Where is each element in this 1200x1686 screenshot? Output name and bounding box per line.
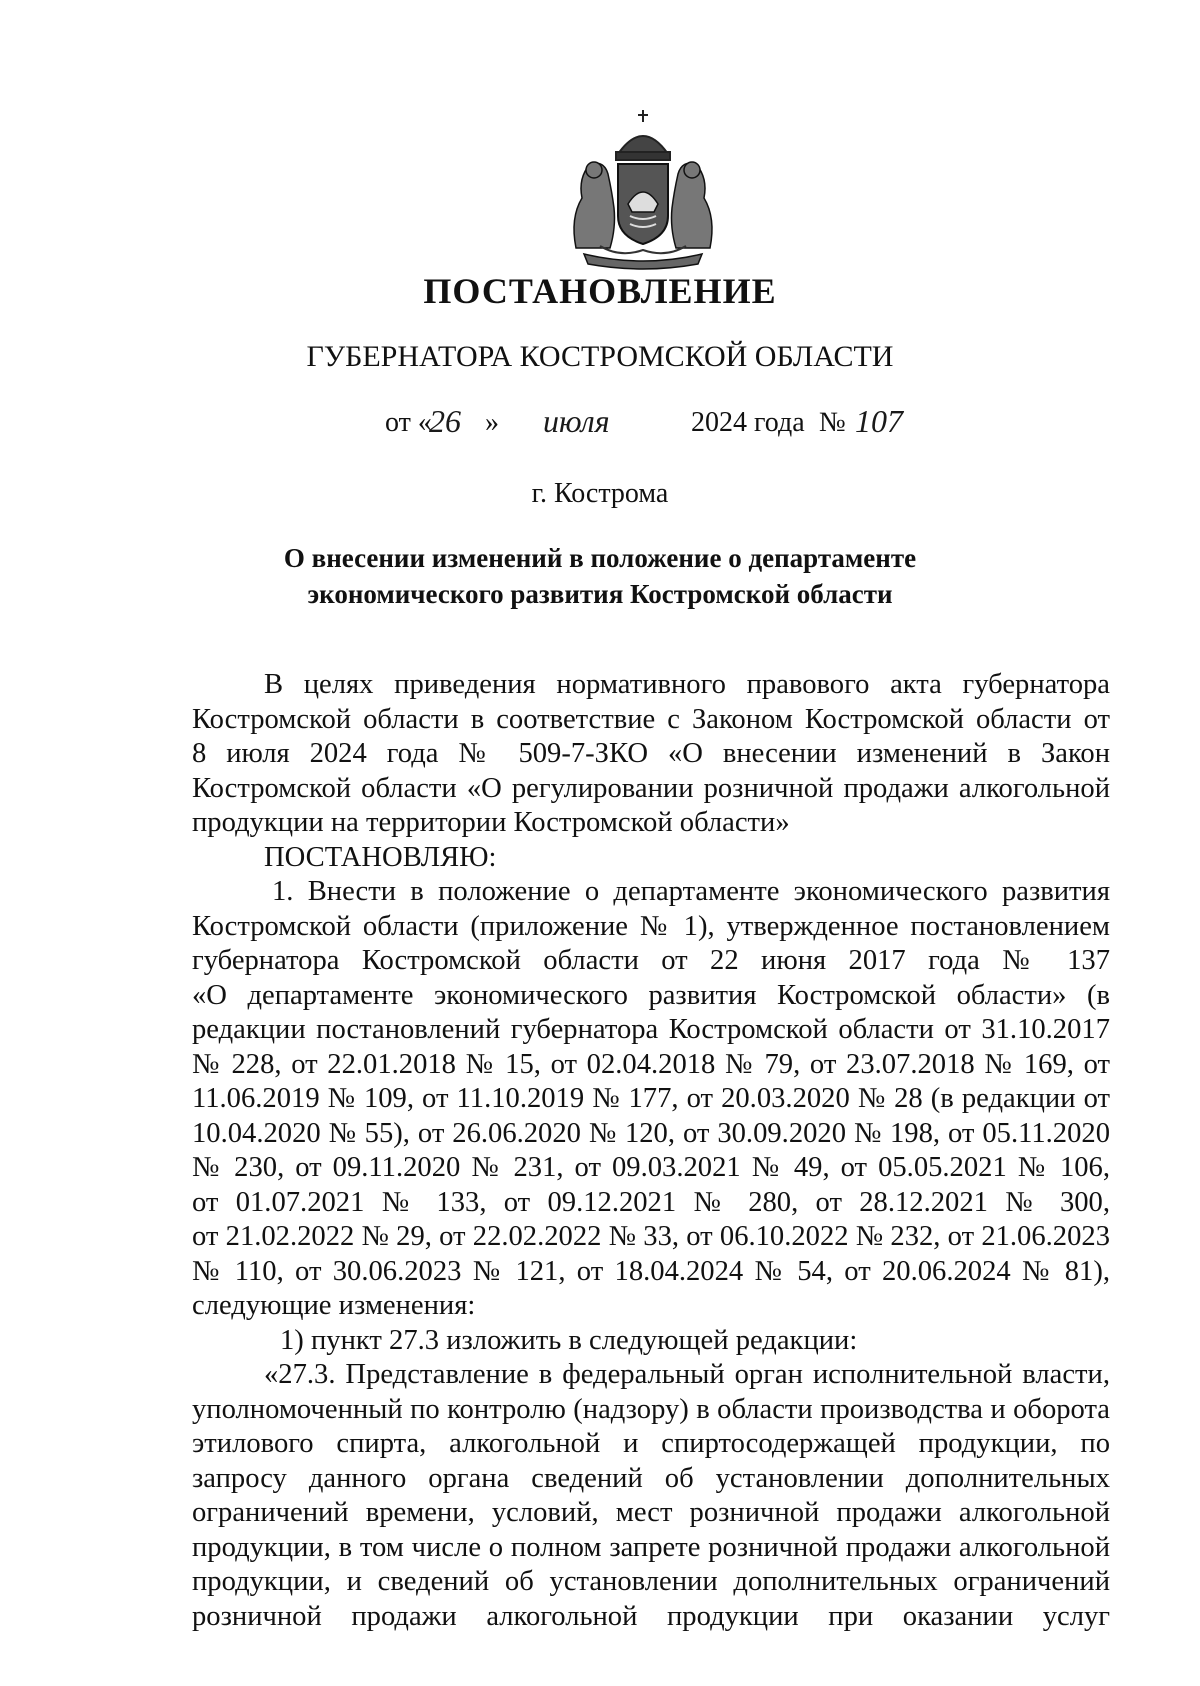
body-line: 10.04.2020 № 55), от 26.06.2020 № 120, от 30.09.2020 № 198, от 05.11.2020 <box>192 1117 1110 1149</box>
heading-line: экономического развития Костромской области <box>307 579 893 609</box>
date-year: 2024 года <box>691 407 805 438</box>
body-line: уполномоченный по контролю (надзору) в области производства и оборота <box>192 1393 1110 1425</box>
document-type-title: ПОСТАНОВЛЕНИЕ <box>423 271 777 311</box>
body-line: продукции, в том числе о полном запрете розничной продажи алкогольной <box>192 1531 1110 1563</box>
body-line: 1. Внести в положение о департаменте экономического развития <box>272 876 1110 907</box>
body-line: В целях приведения нормативного правового акта губернатора <box>264 669 1110 700</box>
body-line: «27.3. Представление в федеральный орган исполнительной власти, <box>264 1359 1110 1390</box>
issuer-line: ГУБЕРНАТОРА КОСТРОМСКОЙ ОБЛАСТИ <box>306 340 894 373</box>
body-line: розничной продажи алкогольной продукции при оказании услуг <box>192 1600 1110 1632</box>
city-line: г. Кострома <box>531 478 669 509</box>
body-line: редакции постановлений губернатора Костромской области от 31.10.2017 <box>192 1014 1110 1045</box>
body-line: № 228, от 22.01.2018 № 15, от 02.04.2018 № 79, от 23.07.2018 № 169, от <box>192 1048 1110 1080</box>
body-line: № 230, от 09.11.2020 № 231, от 09.03.2021 № 49, от 05.05.2021 № 106, <box>192 1152 1110 1183</box>
decree-word: ПОСТАНОВЛЯЮ: <box>264 841 497 873</box>
body-line: продукции на территории Костромской области» <box>192 807 790 838</box>
body-line: 1) пункт 27.3 изложить в следующей редакции: <box>280 1324 858 1356</box>
date-close-quote: » <box>485 407 499 438</box>
heading-line: О внесении изменений в положение о департаменте <box>283 543 917 573</box>
document-number-handwritten: 107 <box>855 403 903 439</box>
body-line: продукции, и сведений об установлении дополнительных ограничений <box>192 1566 1110 1597</box>
date-day-handwritten: 26 <box>429 403 461 439</box>
body-line: ограничений времени, условий, мест розничной продажи алкогольной <box>192 1497 1110 1528</box>
body-line: запросу данного органа сведений об установлении дополнительных <box>192 1462 1110 1494</box>
document-heading <box>200 540 1000 612</box>
coat-of-arms-icon <box>560 108 726 270</box>
body-line: «О департаменте экономического развития Костромской области» (в <box>192 979 1110 1011</box>
body-line: этилового спирта, алкогольной и спиртосодержащей продукции, по <box>192 1428 1110 1459</box>
date-line <box>385 403 985 447</box>
date-prefix: от « <box>385 407 432 438</box>
document-number-prefix: № <box>819 407 846 438</box>
body-line: от 01.07.2021 № 133, от 09.12.2021 № 280, от 28.12.2021 № 300, <box>192 1186 1110 1218</box>
body-line: следующие изменения: <box>192 1290 476 1321</box>
body-line: № 110, от 30.06.2023 № 121, от 18.04.2024 № 54, от 20.06.2024 № 81), <box>192 1255 1110 1287</box>
body-line: 8 июля 2024 года № 509-7-ЗКО «О внесении изменений в Закон <box>192 738 1110 769</box>
document-body <box>192 668 1110 1634</box>
date-month-handwritten: июля <box>543 403 610 439</box>
body-line: 11.06.2019 № 109, от 11.10.2019 № 177, от 20.03.2020 № 28 (в редакции от <box>192 1083 1110 1114</box>
body-line: Костромской области (приложение № 1), утвержденное постановлением <box>192 910 1110 942</box>
body-line: Костромской области «О регулировании розничной продажи алкогольной <box>192 772 1110 804</box>
body-line: Костромской области в соответствие с Законом Костромской области от <box>192 703 1110 735</box>
body-line: губернатора Костромской области от 22 июня 2017 года № 137 <box>192 945 1110 976</box>
body-line: от 21.02.2022 № 29, от 22.02.2022 № 33, от 06.10.2022 № 232, от 21.06.2023 <box>192 1221 1110 1252</box>
